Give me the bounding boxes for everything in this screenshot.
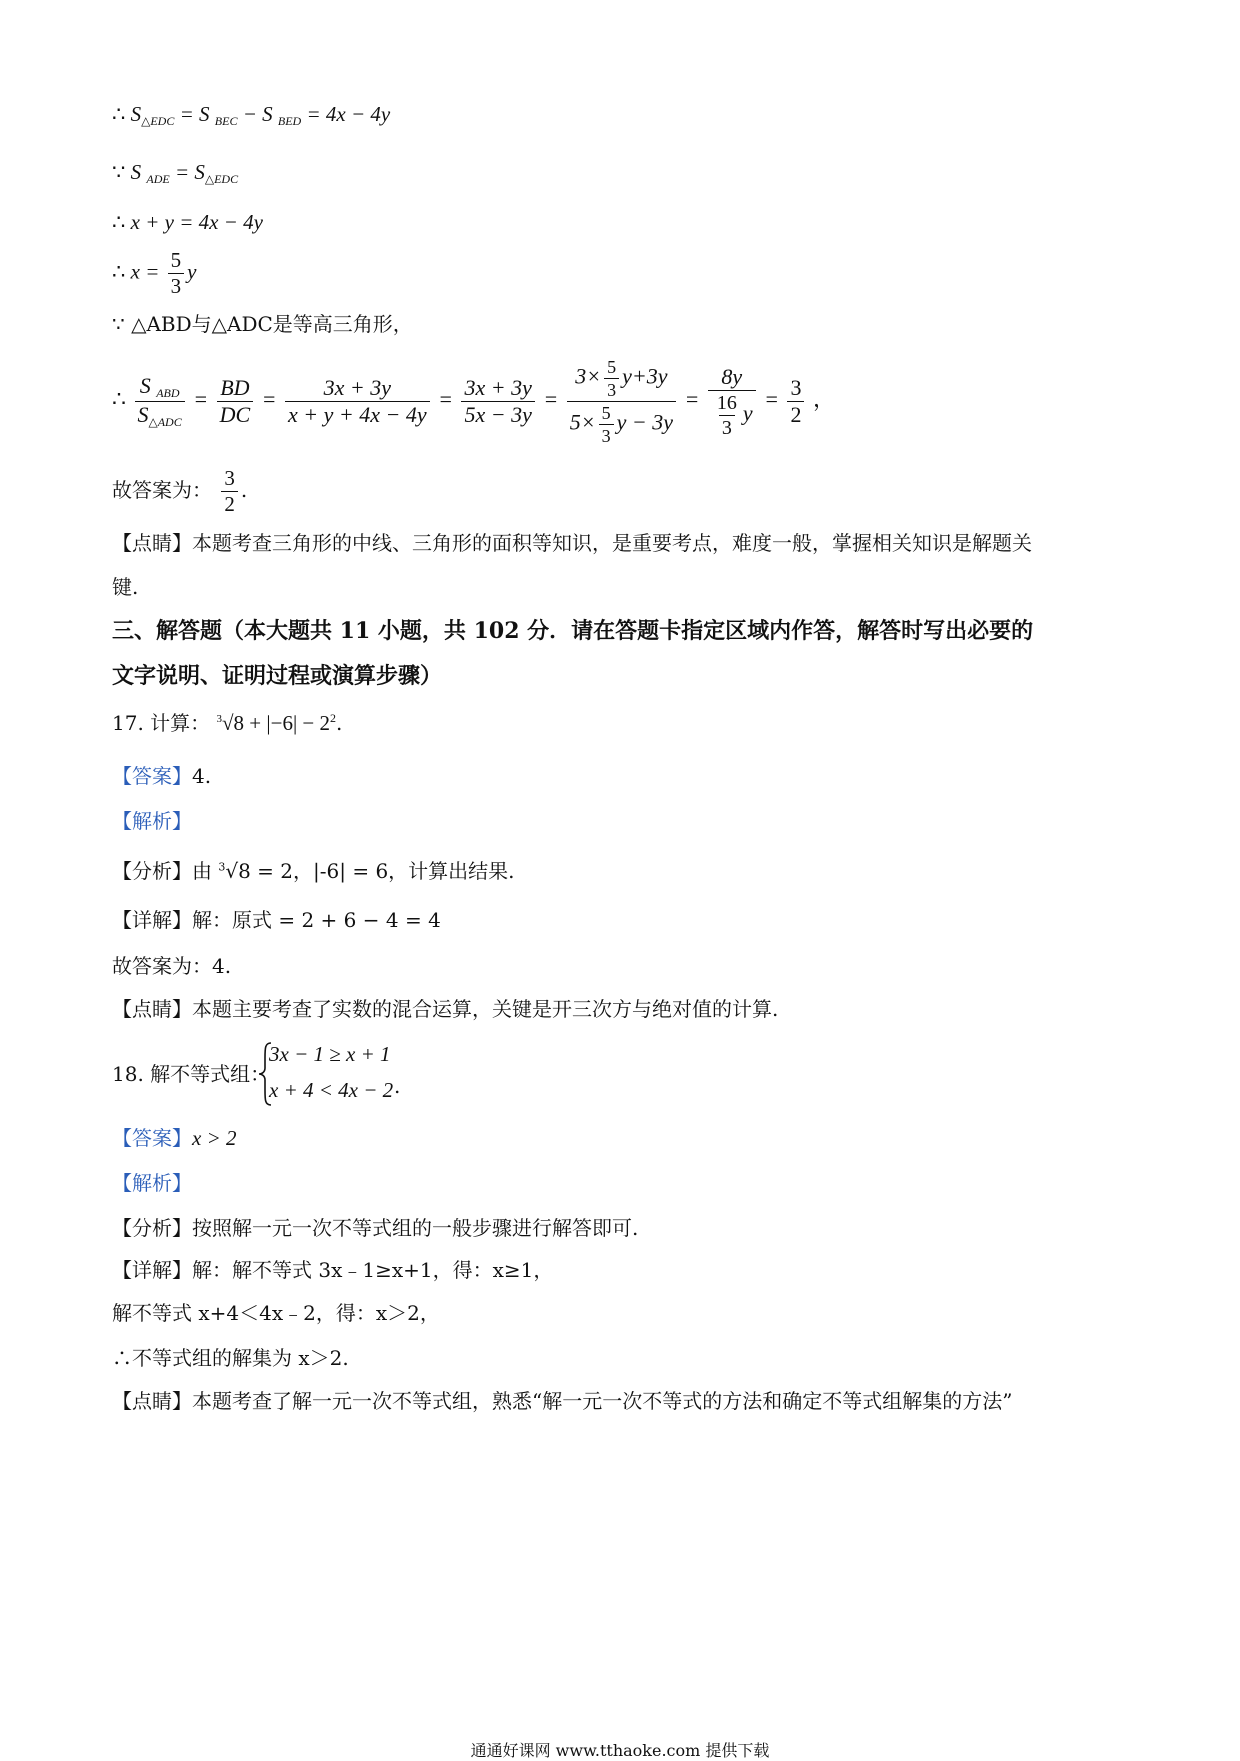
because-equal-line: ∵ S $_{ADE} = S_{\triangle EDC}$ — [112, 160, 239, 186]
q18-step2: 解不等式 x+4＜4x﹣2，得：x＞2， — [112, 1301, 440, 1325]
q18-answer: x > 2 — [192, 1126, 237, 1150]
q18-prompt-line — [112, 1064, 270, 1084]
q17-prompt: 17. 计算： — [112, 711, 211, 735]
fraction: $\frac{5}{3}$ — [168, 250, 185, 297]
q17-dianjing: 【点睛】本题主要考查了实数的混合运算，关键是开三次方与绝对值的计算. — [112, 997, 779, 1021]
comment-text: 【点睛】本题考查三角形的中线、三角形的面积等知识，是重要考点，难度一般，掌握相关知识是解题关 — [112, 531, 1032, 555]
q18-period: . — [394, 1074, 401, 1098]
q17-final: 故答案为：4. — [112, 954, 232, 978]
section-heading-1: 三、解答题（本大题共 11 小题，共 102 分．请在答题卡指定区域内作答，解答时写出必要的 — [112, 618, 1034, 644]
inequality-1: 3x − 1 ≥ x + 1 — [269, 1042, 391, 1066]
q18-answer-tag: 【答案】 — [112, 1126, 192, 1150]
final-answer-line: 故答案为： $\frac{3}{2}$ . — [112, 466, 248, 516]
q17-fenxi-tag: 【分析】 — [112, 859, 192, 883]
q17-expression: $^3√8 + |-6| - 2^2$ — [216, 711, 336, 735]
q18-analysis-tag: 【解析】 — [112, 1171, 192, 1195]
q17-prompt-line: 17. 计算： $^3√8 + |-6| - 2^2$. — [112, 711, 343, 735]
q17-analysis-tag: 【解析】 — [112, 809, 192, 833]
q17-fenxi-line: 【分析】由 $^3$√8 = 2，|-6| = 6，计算出结果. — [112, 859, 515, 883]
ratio-suffix: ， — [812, 386, 835, 412]
q17-answer: 4. — [192, 764, 212, 788]
q18-xiangjie-tag: 【详解】 — [112, 1258, 192, 1282]
q17-answer-tag: 【答案】 — [112, 764, 192, 788]
q18-dianjing: 【点睛】本题考查了解一元一次不等式组，熟悉“解一元一次不等式的方法和确定不等式组解集的方法” — [112, 1389, 1013, 1413]
area-relation-line: ∴ $S_{\triangle EDC} = S$ $_{BEC}$ − S $_{BED}$ = 4x − 4y — [112, 102, 391, 128]
equal-height-text: ∵ △ABD与△ADC是等高三角形， — [112, 312, 413, 336]
comment-line — [112, 533, 1032, 553]
q18-fenxi: 【分析】按照解一元一次不等式组的一般步骤进行解答即可. — [112, 1216, 639, 1240]
q17-xiangjie-tag: 【详解】 — [112, 908, 192, 932]
section-heading-2: 文字说明、证明过程或演算步骤） — [112, 663, 443, 689]
q18-answer-line — [112, 1128, 237, 1149]
x-value-line: ∴ x = $\frac{5}{3}$ y — [112, 248, 197, 298]
comment-cont-text: 键. — [112, 575, 139, 599]
equation-line: ∴ x + y = 4x − 4y — [112, 210, 263, 234]
q18-xiangjie-text: 解：解不等式 3x﹣1≥x+1，得：x≥1， — [192, 1258, 554, 1282]
q17-xiangjie-line — [112, 910, 441, 930]
final-answer-label: 故答案为： — [112, 478, 212, 502]
page-footer: 通通好课网 www.tthaoke.com 提供下载 — [470, 1741, 770, 1760]
q18-step3: ∴不等式组的解集为 x＞2. — [112, 1346, 349, 1370]
ratio-chain-line: ∴ $\frac{S _{ABD}}{S_{\triangle ADC}}$ = $\frac{BD}{DC}$ = $\frac{3x + 3y}{x + y + 4x - 4y}$ = $\frac{3x + 3y}{5x - 3y}$ = 3× $\frac{5}{3}$ y+3y 5× $\frac{5}{3}$ y − 3y = 8y $\frac{16}{3}$ y = $\frac{3}{2}$ ， — [112, 357, 835, 446]
q17-xiangjie-text: 解：原式 = 2 + 6 − 4 = 4 — [192, 908, 441, 932]
equal-height-line — [112, 314, 413, 334]
comment-cont-line — [112, 577, 138, 597]
q17-answer-line — [112, 766, 211, 786]
q18-prompt: 18. 解不等式组： — [112, 1062, 271, 1086]
inequality-2: x + 4 < 4x − 2 — [269, 1078, 394, 1102]
q18-xiangjie-line — [112, 1260, 553, 1280]
final-answer-fraction: $\frac{3}{2}$ — [221, 468, 238, 515]
